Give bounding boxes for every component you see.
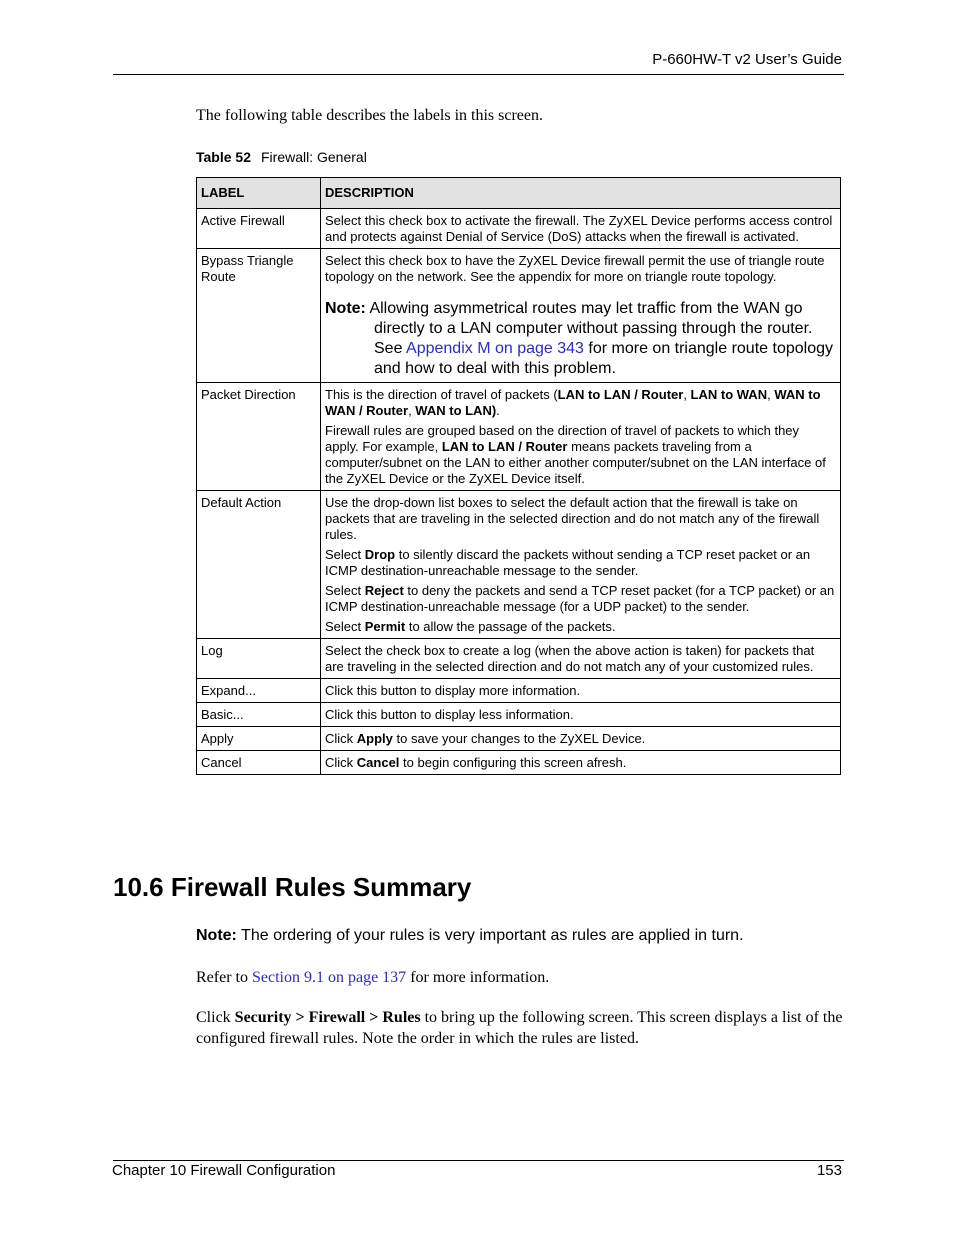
menu-path: Security > Firewall > Rules <box>234 1009 421 1026</box>
appendix-link[interactable]: Appendix M on page 343 <box>406 340 584 357</box>
row-label: Log <box>197 639 321 679</box>
row-label: Basic... <box>197 703 321 727</box>
row-description-text: Select this check box to have the ZyXEL Device firewall permit the use of triangle route topology on the network. See the appendix for more on triangle route topology. <box>325 253 825 284</box>
footer-rule <box>113 1160 844 1161</box>
row-description <box>321 491 841 639</box>
table-title: Firewall: General <box>261 149 367 165</box>
action-drop-text: Select Drop to silently discard the packets without sending a TCP reset packet or an ICMP destination-unreachable message to the sender. <box>325 547 811 578</box>
section-note <box>196 927 744 945</box>
row-description-text: Use the drop-down list boxes to select the default action that the firewall is take on packets that are traveling in the selected direction and do not match any of the firewall rules. <box>325 495 820 542</box>
section-heading: 10.6 Firewall Rules Summary <box>113 872 472 902</box>
note-text: for more on triangle route topology and how to deal with this problem. <box>374 340 833 377</box>
row-description <box>321 249 841 383</box>
intro-text: The following table describes the labels in this screen. <box>196 107 544 124</box>
table-header-row <box>197 178 841 209</box>
labels-table <box>196 177 841 775</box>
row-label: Active Firewall <box>197 209 321 249</box>
table-row <box>197 383 841 491</box>
section-link[interactable]: Section 9.1 on page 137 <box>251 969 407 986</box>
running-header: P-660HW-T v2 User’s Guide <box>652 51 842 68</box>
footer-chapter: Chapter 10 Firewall Configuration <box>112 1162 336 1179</box>
table-row <box>197 703 841 727</box>
row-description: Click Cancel to begin configuring this screen afresh. <box>321 751 841 775</box>
refer-paragraph: Refer to Section 9.1 on page 137 for more information. <box>196 969 550 986</box>
header-label: LABEL <box>197 178 321 209</box>
table-row <box>197 209 841 249</box>
row-label: Cancel <box>197 751 321 775</box>
action-permit-text: Select Permit to allow the passage of the packets. <box>325 619 616 634</box>
row-description: Click Apply to save your changes to the ZyXEL Device. <box>321 727 841 751</box>
row-description: Click this button to display less information. <box>321 703 841 727</box>
row-label: Packet Direction <box>197 383 321 491</box>
footer-page-number: 153 <box>816 1162 842 1179</box>
table-row <box>197 679 841 703</box>
row-label: Bypass Triangle Route <box>197 249 321 383</box>
table-row <box>197 249 841 383</box>
note-block <box>325 299 836 379</box>
header-rule <box>113 74 844 75</box>
table-row <box>197 727 841 751</box>
table-row <box>197 491 841 639</box>
action-reject-text: Select Reject to deny the packets and send a TCP reset packet (for a TCP packet) or an ICMP destination-unreachable message (for a UDP packet) to the sender. <box>325 583 835 614</box>
row-description: Click this button to display more information. <box>321 679 841 703</box>
row-description: Select the check box to create a log (when the above action is taken) for packets that are traveling in the selected direction and do not match any of your customized rules. <box>321 639 841 679</box>
header-description: DESCRIPTION <box>321 178 841 209</box>
note-text: Allowing asymmetrical routes may let traffic from the WAN go directly to a LAN computer without passing through the router. See <box>369 300 813 357</box>
row-description <box>321 383 841 491</box>
note-text: The ordering of your rules is very important as rules are applied in turn. <box>236 927 744 944</box>
note-prefix: Note: <box>196 927 237 944</box>
note-prefix: Note: <box>325 300 366 317</box>
packet-direction-p2: Firewall rules are grouped based on the direction of travel of packets to which they apply. For example, LAN to LAN / Router means packets traveling from a computer/subnet on the LAN to either another computer/subnet on the LAN interface of the ZyXEL Device or the ZyXEL Device itself. <box>325 423 826 486</box>
click-paragraph: Click Security > Firewall > Rules to bring up the following screen. This screen displays a list of the configured firewall rules. Note the order in which the rules are listed. <box>196 1009 843 1047</box>
row-description: Select this check box to activate the firewall. The ZyXEL Device performs access control and protects against Denial of Service (DoS) attacks when the firewall is activated. <box>321 209 841 249</box>
packet-direction-p1: This is the direction of travel of packets (LAN to LAN / Router, LAN to WAN, WAN to WAN / Router, WAN to LAN). <box>325 387 821 418</box>
row-label: Default Action <box>197 491 321 639</box>
row-label: Apply <box>197 727 321 751</box>
table-row <box>197 751 841 775</box>
row-label: Expand... <box>197 679 321 703</box>
table-number: Table 52 <box>196 149 251 165</box>
table-row <box>197 639 841 679</box>
table-caption <box>196 149 367 165</box>
